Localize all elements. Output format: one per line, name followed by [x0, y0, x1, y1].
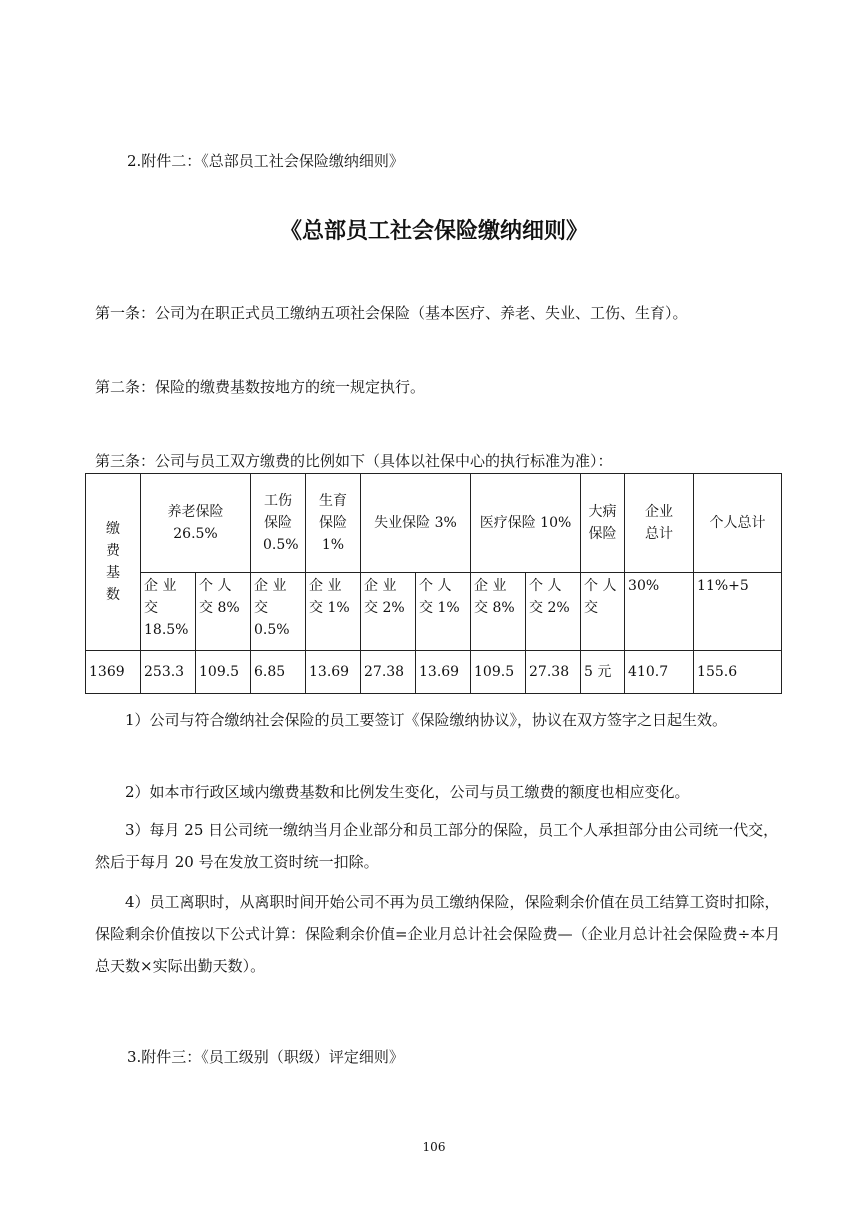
- value-cell: 109.5: [471, 651, 526, 694]
- value-cell: 410.7: [625, 651, 694, 694]
- unemployment-company-cell: 企 业 交 2%: [361, 573, 416, 651]
- pension-company-cell: 企 业 交 18.5%: [141, 573, 196, 651]
- medical-header: 医疗保险 10%: [471, 474, 581, 573]
- value-cell: 5 元: [581, 651, 625, 694]
- injury-company-cell: 企 业 交 0.5%: [251, 573, 306, 651]
- insurance-table: [85, 473, 782, 694]
- value-cell: 27.38: [361, 651, 416, 694]
- note-3: 3）每月 25 日公司统一缴纳当月企业部分和员工部分的保险，员工个人承担部分由公司统一代交，然后于每月 20 号在发放工资时统一扣除。: [95, 821, 779, 871]
- note-1: 1）公司与符合缴纳社会保险的员工要签订《保险缴纳协议》，协议在双方签字之日起生效。: [125, 711, 728, 729]
- unemployment-header: 失业保险 3%: [361, 474, 471, 573]
- article-1: 第一条：公司为在职正式员工缴纳五项社会保险（基本医疗、养老、失业、工伤、生育）。: [95, 304, 688, 322]
- critical-personal-cell: 个 人 交: [581, 573, 625, 651]
- page-number: 106: [422, 1140, 446, 1154]
- attachment3-heading: 3.附件三：《员工级别（职级）评定细则》: [127, 1048, 404, 1066]
- note-4: 4）员工离职时，从离职时间开始公司不再为员工缴纳保险，保险剩余价值在员工结算工资时扣除，保险剩余价值按以下公式计算：保险剩余价值=企业月总计社会保险费—（企业月总计社会保险费÷本月总天数×实际出勤天数）。: [95, 893, 781, 975]
- maternity-company-cell: 企 业 交 1%: [306, 573, 361, 651]
- value-cell: 253.3: [141, 651, 196, 694]
- value-cell: 13.69: [416, 651, 471, 694]
- value-cell: 109.5: [196, 651, 251, 694]
- unemployment-personal-cell: 个 人 交 1%: [416, 573, 471, 651]
- critical-illness-header: 大病保险: [581, 474, 625, 573]
- medical-company-cell: 企 业 交 8%: [471, 573, 526, 651]
- maternity-header: 生育保险 1%: [306, 474, 361, 573]
- base-header: 缴费基数: [86, 474, 141, 651]
- note-2: 2）如本市行政区域内缴费基数和比例发生变化，公司与员工缴费的额度也相应变化。: [125, 783, 690, 801]
- value-cell: 6.85: [251, 651, 306, 694]
- page-title: 《总部员工社会保险缴纳细则》: [279, 219, 588, 244]
- pension-header: 养老保险 26.5%: [141, 474, 251, 573]
- value-cell: 27.38: [526, 651, 581, 694]
- value-cell: 1369: [86, 651, 141, 694]
- personal-total-header: 个人总计: [694, 474, 782, 573]
- injury-header: 工伤保险 0.5%: [251, 474, 306, 573]
- attachment2-heading: 2.附件二：《总部员工社会保险缴纳细则》: [127, 152, 404, 170]
- company-total-cell: 30%: [625, 573, 694, 651]
- article-2: 第二条：保险的缴费基数按地方的统一规定执行。: [95, 378, 426, 396]
- pension-personal-cell: 个 人 交 8%: [196, 573, 251, 651]
- personal-total-cell: 11%+5: [694, 573, 782, 651]
- article-3: 第三条：公司与员工双方缴费的比例如下（具体以社保中心的执行标准为准）：: [95, 452, 613, 470]
- company-total-header: 企业总计: [625, 474, 694, 573]
- medical-personal-cell: 个 人 交 2%: [526, 573, 581, 651]
- value-cell: 155.6: [694, 651, 782, 694]
- value-cell: 13.69: [306, 651, 361, 694]
